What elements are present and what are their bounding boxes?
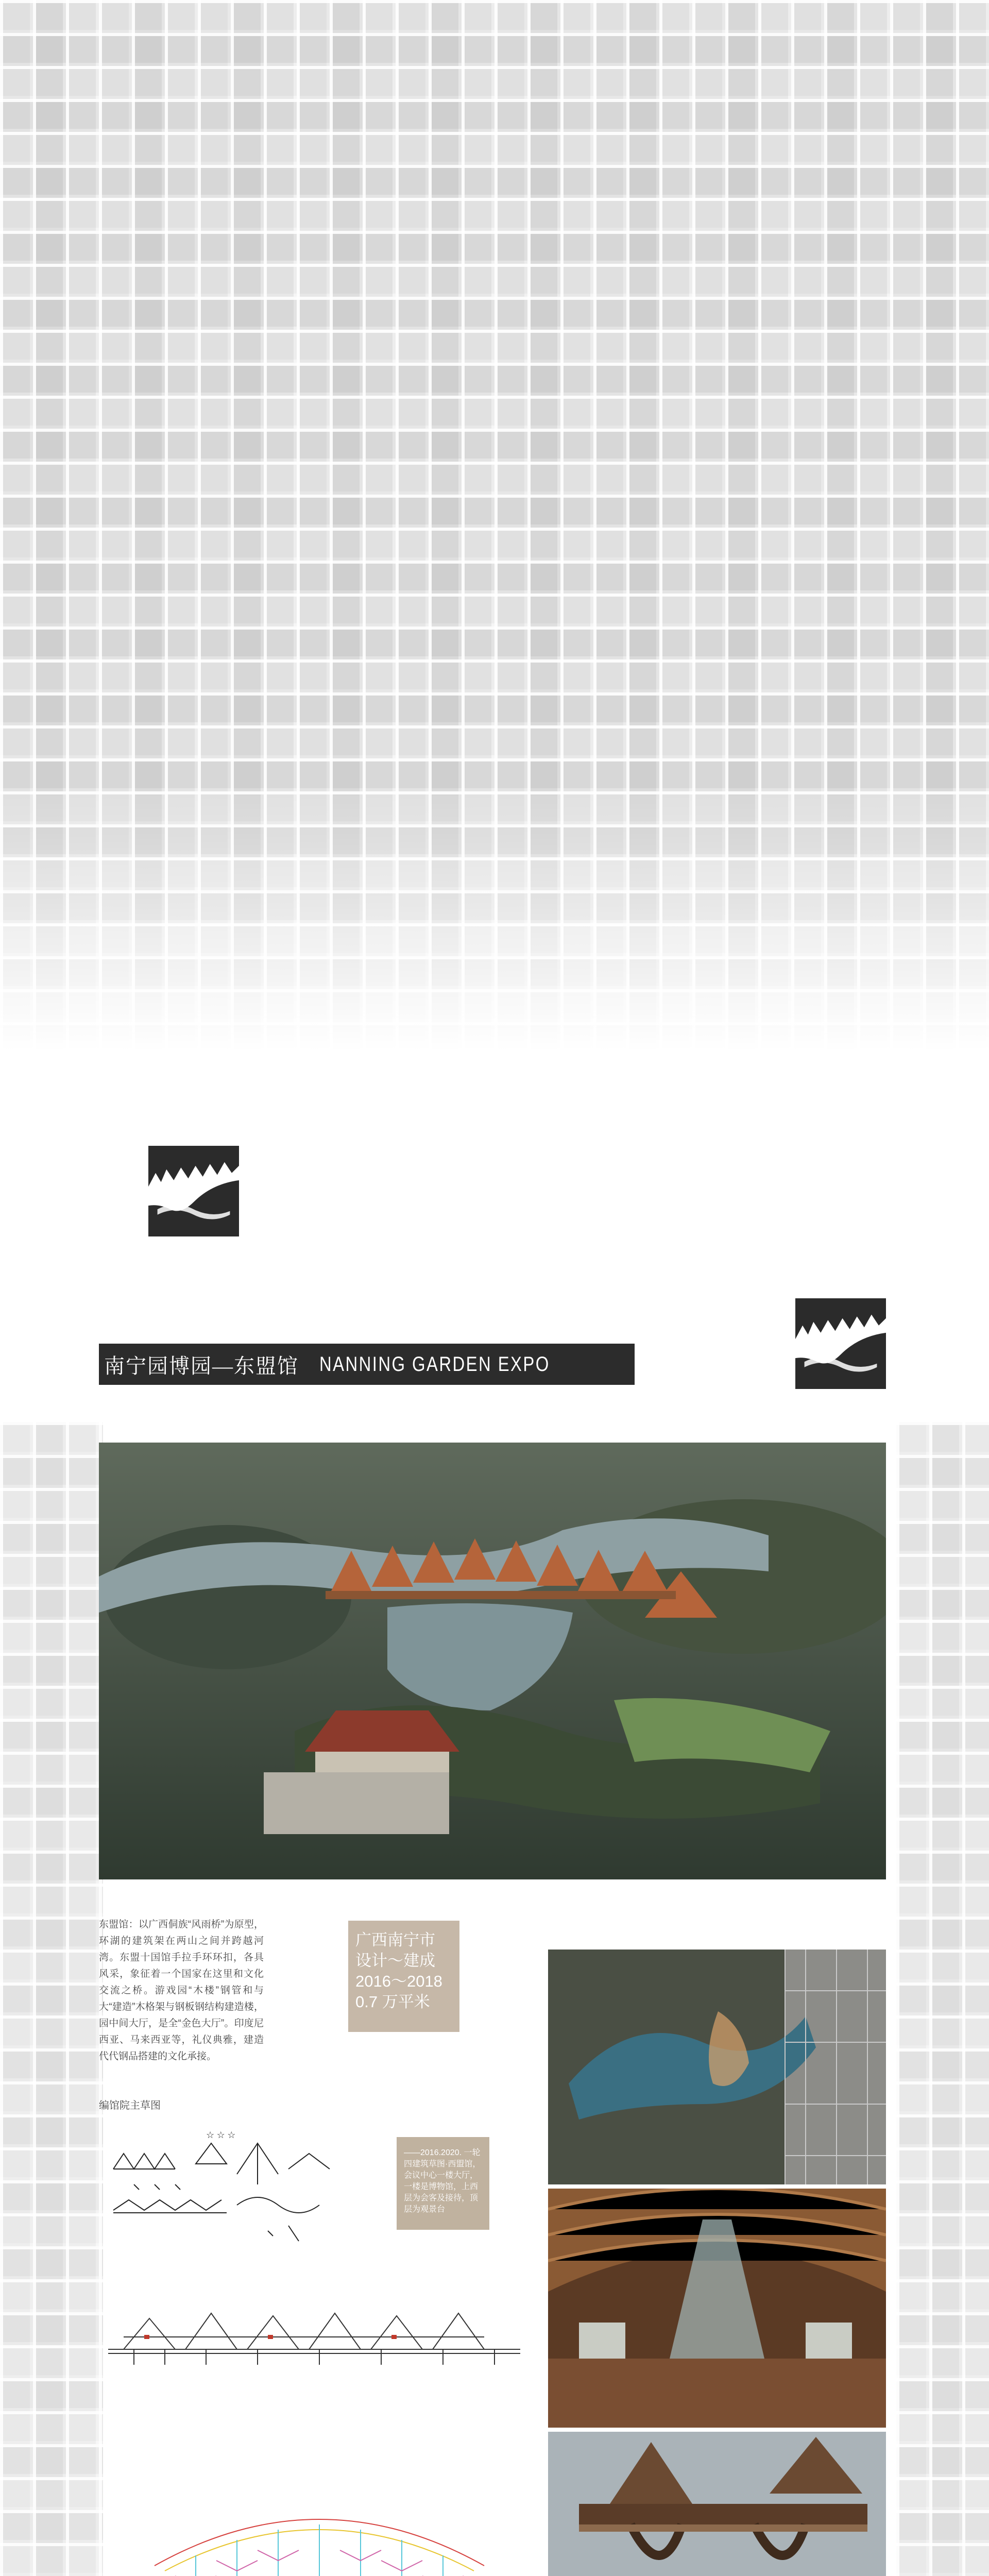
bridge-elevation-drawing (103, 2287, 525, 2370)
mosaic-background-right (896, 1422, 989, 2576)
landscape-mark-icon (795, 1298, 886, 1389)
landscape-mark-icon (148, 1146, 239, 1236)
title-chinese: 南宁园博园—东盟馆 (104, 1354, 299, 1378)
aerial-photo (99, 1443, 886, 1879)
info-location: 广西南宁市 (355, 1931, 435, 1949)
info-area: 0.7 万平米 (355, 1993, 430, 2011)
title-english: NANNING GARDEN EXPO (319, 1352, 550, 1376)
structure-diagram (144, 2483, 494, 2576)
svg-text:☆ ☆ ☆: ☆ ☆ ☆ (206, 2130, 236, 2140)
mosaic-background-left (0, 1422, 103, 2576)
intro-text: 东盟馆：以广西侗族“风雨桥”为原型，环湖的建筑架在两山之间并跨越河湾。东盟十国馆手拉手环环扣，各具风采，象征着一个国家在这里和文化交流之桥。游戏园“木楼”钢管和与大“建造”木格架与钢板钢结构建造楼，园中间大厅，是全“金色大厅”。印度尼西亚、马来西亚等，礼仪典雅，建造代代钢品搭建的文化承接。 (99, 1919, 264, 2062)
sketch-section-label: 编馆院主草图 (99, 2100, 161, 2111)
exterior-pavilion-photo (548, 2432, 886, 2576)
site-plan-image (548, 1950, 886, 2184)
mosaic-background-top (0, 0, 989, 1051)
sketch-note-card: ——2016.2020. 一轮四建筑草图·西盟馆，会议中心一楼大厅，一楼是博物馆，上西层为会客及接待，顶层为观景台 (397, 2137, 489, 2230)
elevation-sketch (103, 2123, 381, 2293)
info-years: 2016～2018 (355, 1972, 442, 1990)
project-info-card (348, 1921, 459, 2032)
interior-photo (548, 2189, 886, 2428)
info-phase: 设计～建成 (355, 1952, 435, 1970)
title-bar (99, 1344, 635, 1385)
